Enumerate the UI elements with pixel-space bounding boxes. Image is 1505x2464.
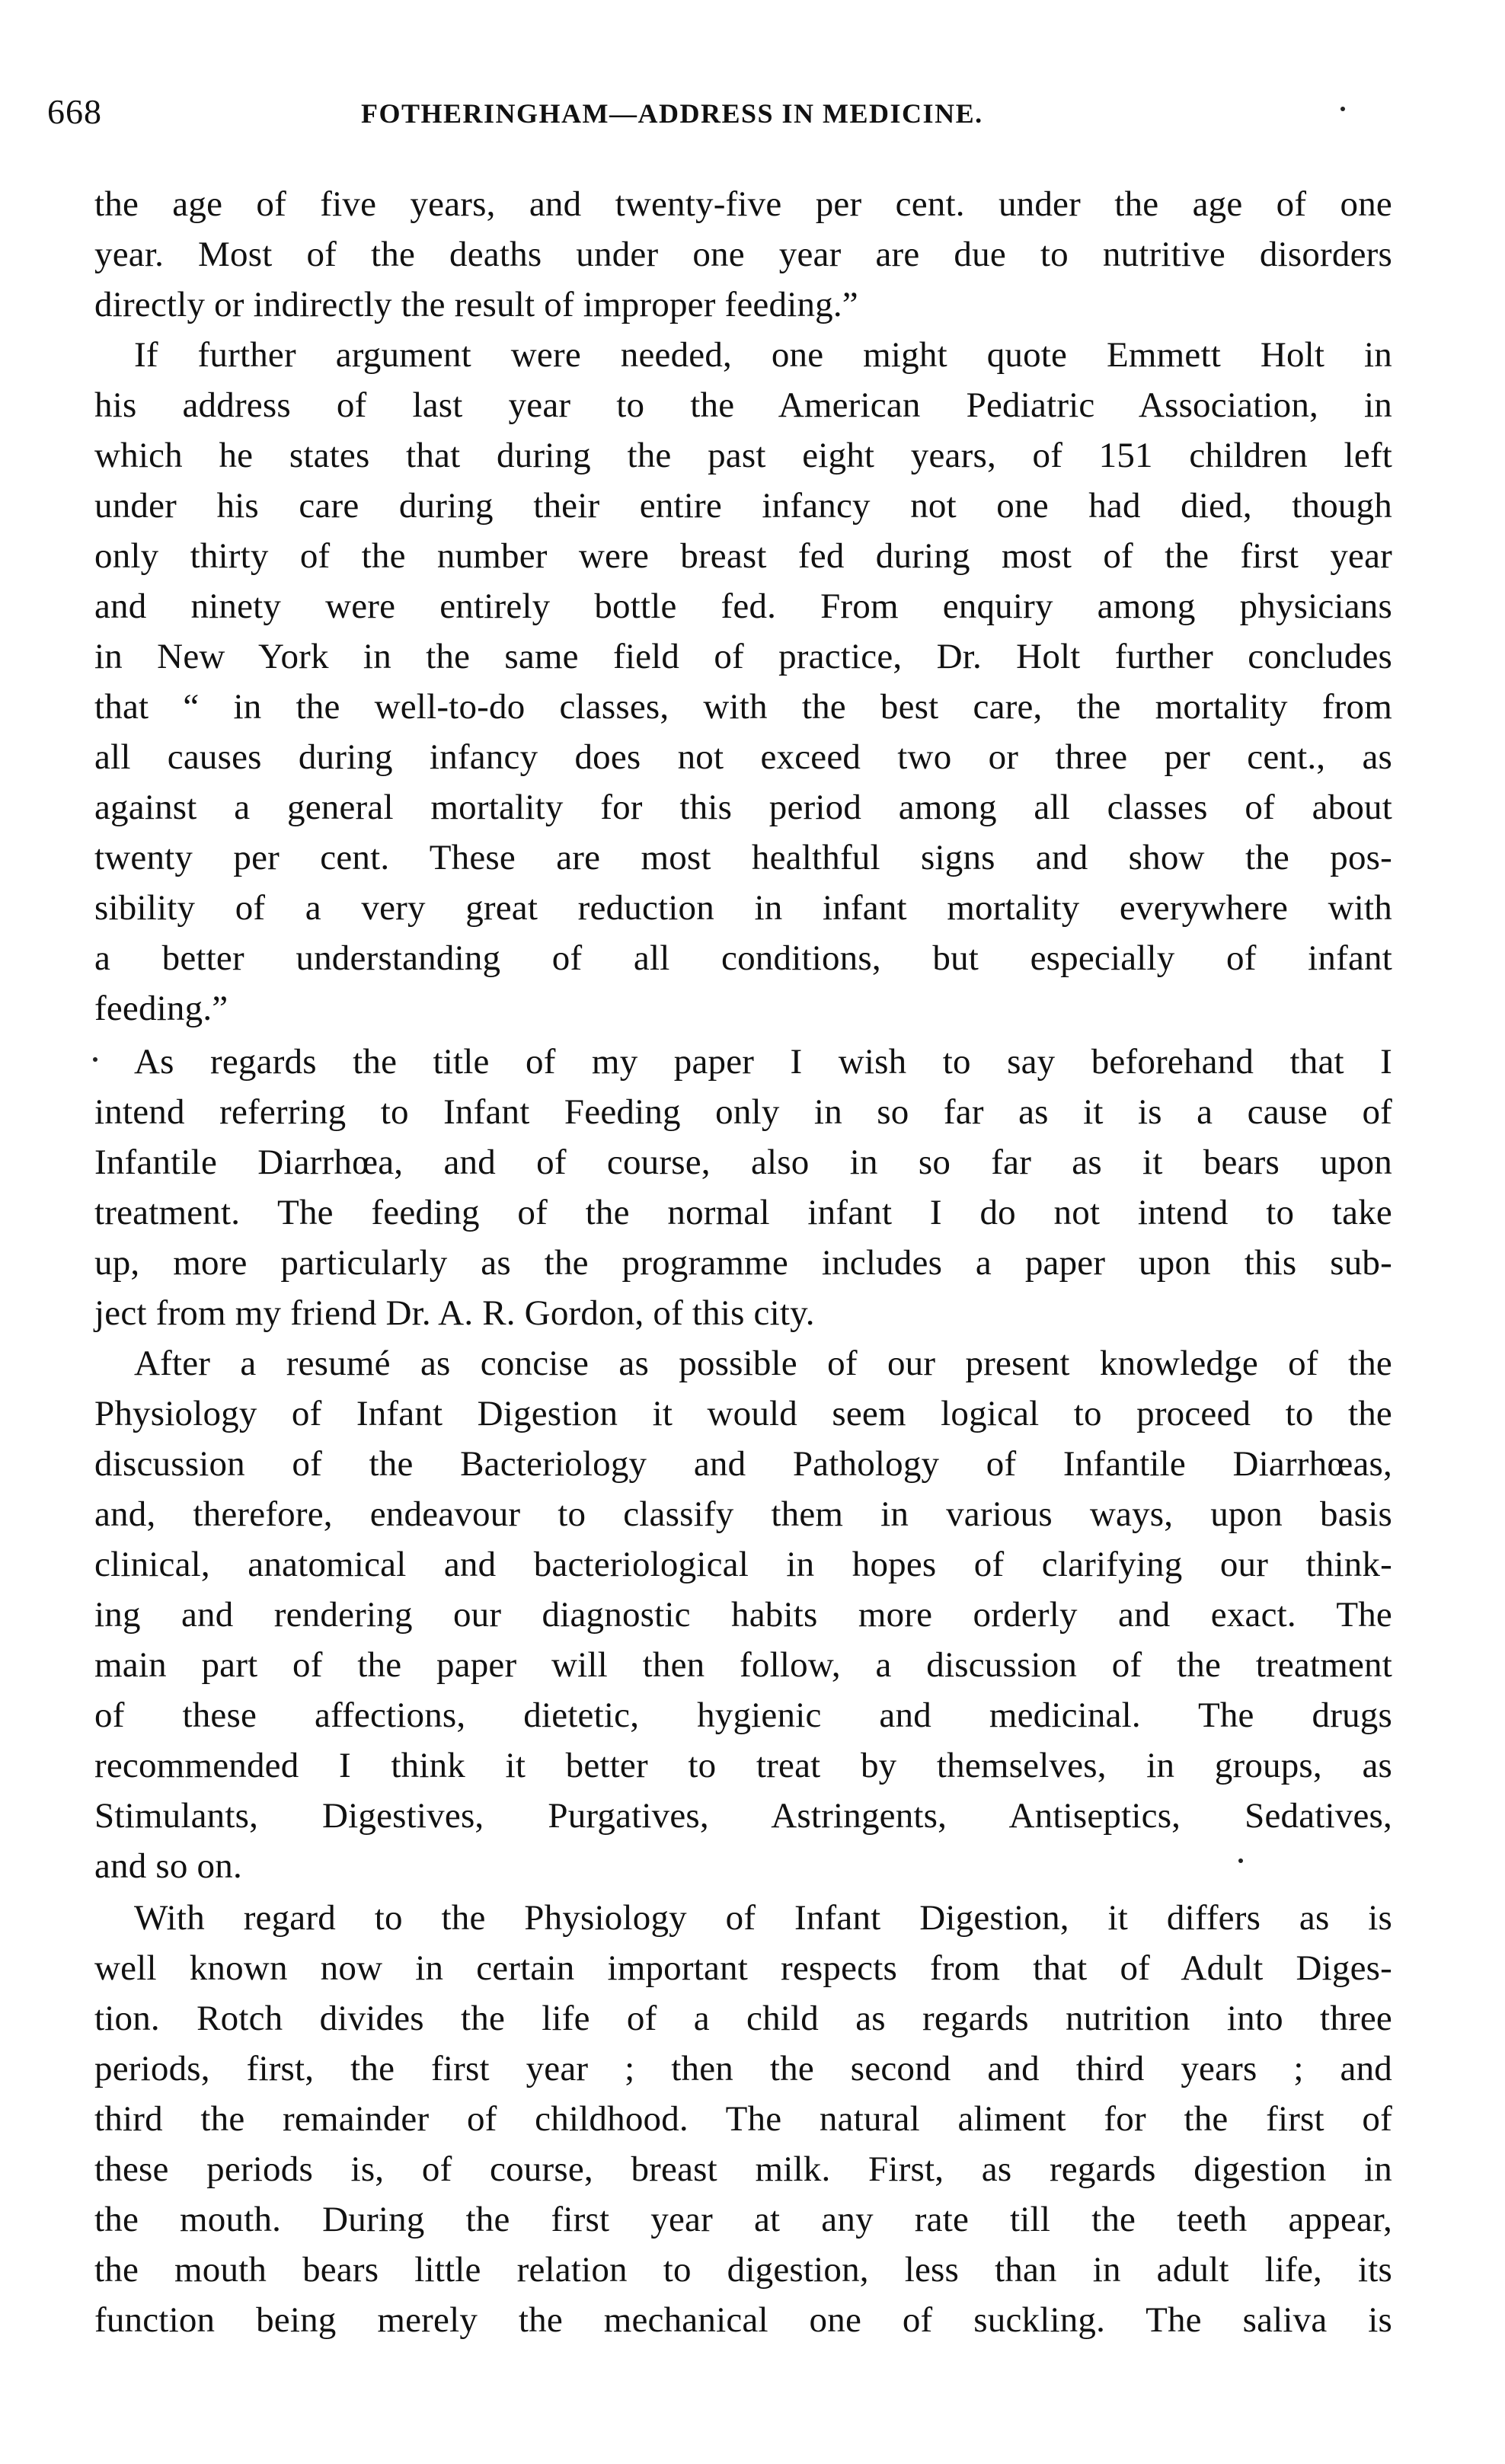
text-line: these periods is, of course, breast milk. First, as regards digestion in xyxy=(94,2149,1392,2189)
text-line: Physiology of Infant Digestion it would seem logical to proceed to the xyxy=(94,1394,1392,1433)
text-line: which he states that during the past eight years, of 151 children left xyxy=(94,436,1392,475)
text-line: function being merely the mechanical one of suckling. The saliva is xyxy=(94,2300,1392,2340)
text-line: Stimulants, Digestives, Purgatives, Astringents, Antiseptics, Sedatives, xyxy=(94,1796,1392,1836)
text-line: against a general mortality for this period among all classes of about xyxy=(94,788,1392,827)
print-speck xyxy=(1340,107,1345,111)
text-line: and, therefore, endeavour to classify them in various ways, upon basis xyxy=(94,1494,1392,1534)
text-line: under his care during their entire infancy not one had died, though xyxy=(94,486,1392,526)
text-line: recommended I think it better to treat by themselves, in groups, as xyxy=(94,1746,1392,1785)
paragraph-start-line: After a resumé as concise as possible of our present knowledge of the xyxy=(134,1344,1392,1383)
text-line: and so on. xyxy=(94,1846,242,1886)
text-line: the mouth. During the first year at any rate till the teeth appear, xyxy=(94,2200,1392,2239)
text-line: his address of last year to the American Pediatric Association, in xyxy=(94,385,1392,425)
text-line: ing and rendering our diagnostic habits more orderly and exact. The xyxy=(94,1595,1392,1635)
page-number: 668 xyxy=(47,92,102,131)
text-line: in New York in the same field of practice, Dr. Holt further concludes xyxy=(94,637,1392,676)
print-speck xyxy=(1238,1858,1243,1863)
text-line: periods, first, the first year ; then the second and third years ; and xyxy=(94,2049,1392,2088)
paragraph-start-line: With regard to the Physiology of Infant Digestion, it differs as is xyxy=(134,1898,1392,1938)
text-line: tion. Rotch divides the life of a child as regards nutrition into three xyxy=(94,1999,1392,2038)
text-line: discussion of the Bacteriology and Pathology of Infantile Diarrhœas, xyxy=(94,1444,1392,1484)
text-line: clinical, anatomical and bacteriological in hopes of clarifying our think- xyxy=(94,1545,1392,1584)
running-title: FOTHERINGHAM—ADDRESS IN MEDICINE. xyxy=(361,98,983,129)
text-line: treatment. The feeding of the normal infant I do not intend to take xyxy=(94,1193,1392,1232)
text-line: up, more particularly as the programme includes a paper upon this sub- xyxy=(94,1243,1392,1283)
text-line: the age of five years, and twenty-five per cent. under the age of one xyxy=(94,184,1392,224)
text-line: that “ in the well-to-do classes, with the best care, the mortality from xyxy=(94,687,1392,727)
text-line: directly or indirectly the result of improper feeding.” xyxy=(94,285,858,324)
text-line: main part of the paper will then follow, a discussion of the treatment xyxy=(94,1645,1392,1685)
text-line: and ninety were entirely bottle fed. From enquiry among physicians xyxy=(94,586,1392,626)
text-line: of these affections, dietetic, hygienic and medicinal. The drugs xyxy=(94,1695,1392,1735)
text-line: intend referring to Infant Feeding only in so far as it is a cause of xyxy=(94,1092,1392,1132)
text-line: only thirty of the number were breast fed during most of the first year xyxy=(94,536,1392,576)
running-head xyxy=(47,85,1418,146)
paragraph-start-line: As regards the title of my paper I wish to say beforehand that I xyxy=(134,1042,1392,1082)
print-speck xyxy=(93,1057,97,1062)
text-line: a better understanding of all conditions, but especially of infant xyxy=(94,938,1392,978)
text-line: third the remainder of childhood. The natural aliment for the first of xyxy=(94,2099,1392,2139)
text-line: sibility of a very great reduction in infant mortality everywhere with xyxy=(94,888,1392,928)
text-line: feeding.” xyxy=(94,989,228,1028)
text-line: twenty per cent. These are most healthful signs and show the pos- xyxy=(94,838,1392,877)
text-line: ject from my friend Dr. A. R. Gordon, of this city. xyxy=(94,1293,815,1333)
text-line: the mouth bears little relation to digestion, less than in adult life, its xyxy=(94,2250,1392,2290)
text-line: well known now in certain important respects from that of Adult Diges- xyxy=(94,1948,1392,1988)
text-line: all causes during infancy does not exceed two or three per cent., as xyxy=(94,737,1392,777)
text-line: year. Most of the deaths under one year are due to nutritive disorders xyxy=(94,235,1392,274)
text-line: Infantile Diarrhœa, and of course, also in so far as it bears upon xyxy=(94,1143,1392,1182)
paragraph-start-line: If further argument were needed, one might quote Emmett Holt in xyxy=(134,335,1392,375)
